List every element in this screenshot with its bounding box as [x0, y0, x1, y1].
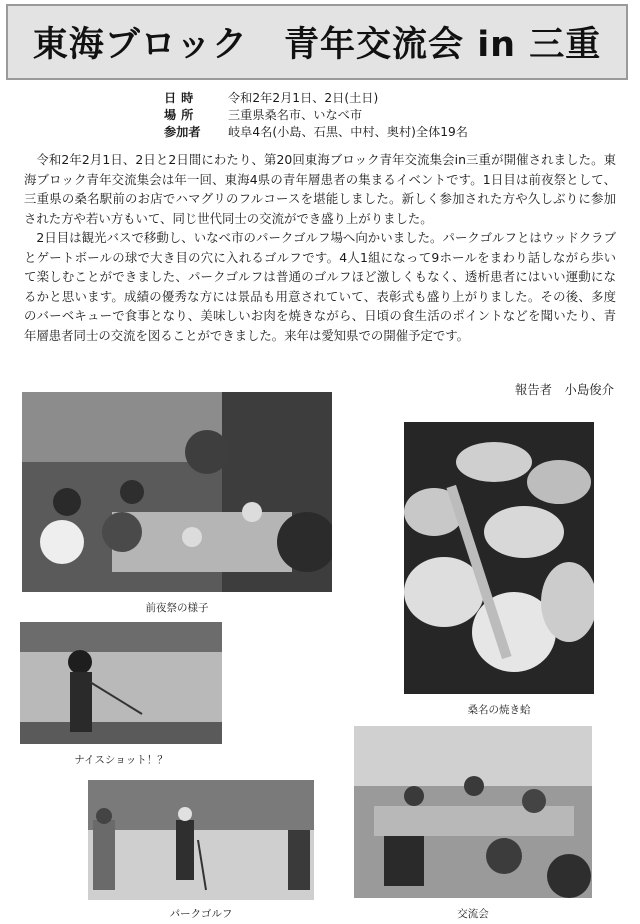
caption-golf: パークゴルフ [169, 908, 233, 920]
photo-exchange [354, 726, 592, 898]
info-label: 日時 [164, 91, 199, 105]
caption-exchange: 交流会 [457, 908, 489, 920]
paragraph: 2日目は観光バスで移動し、いなべ市のパークゴルフ場へ向かいました。パークゴルフとはウッドクラブとゲートボールの球で大き目の穴に入れるゴルフです。4人1組になって9ホールをまわり話しながら歩いて楽しむことができました、パークゴルフは普通のゴルフほど激しくもなく、透析患者にはいい運動になるかと思います。成績の優秀な方には景品も用意されていて、表彰式も盛り上がりました。その後、多度のバーベキューで食事となり、美味しいお肉を焼きながら、日頃の食生活のポイントなどを聞いたり、青年層患者同士の交流を図ることができました。来年は愛知県での開催予定です。 [24, 230, 616, 343]
info-label: 参加者 [164, 125, 201, 139]
photo-grilled-clams [404, 422, 594, 694]
page-title: 東海ブロック 青年交流会 in 三重 [32, 25, 602, 65]
photo-park-golf [88, 780, 314, 900]
title-banner [6, 4, 628, 80]
reporter: 報告者 小島俊介 [514, 382, 614, 397]
info-value: 三重県桑名市、いなべ市 [228, 108, 363, 122]
caption-clams: 桑名の焼き蛤 [467, 704, 531, 716]
info-row-participants [164, 124, 468, 141]
photo-nice-shot [20, 622, 222, 744]
caption-shot: ナイスショット！？ [74, 754, 168, 766]
info-row-place [164, 107, 468, 124]
info-value: 令和2年2月1日、2日(土日) [228, 91, 379, 105]
photo-eve-party [22, 392, 332, 592]
info-row-date [164, 90, 468, 107]
info-label: 場所 [164, 108, 199, 122]
paragraph: 令和2年2月1日、2日と2日間にわたり、第20回東海ブロック青年交流集会in三重が開催されました。東海ブロック青年交流集会は年一回、東海4県の青年層患者の集まるイベントです。1日目は前夜祭として、三重県の桑名駅前のお店でハマグリのフルコースを堪能しました。新しく参加された方や久しぶりに参加された方や若い方もいて、同じ世代同士の交流ができ盛り上がりました。 [24, 152, 616, 226]
info-value: 岐阜4名(小島、石黒、中村、奥村)全体19名 [228, 125, 468, 139]
caption-eve: 前夜祭の様子 [145, 602, 209, 614]
report-body [24, 150, 616, 345]
event-info [164, 90, 468, 141]
